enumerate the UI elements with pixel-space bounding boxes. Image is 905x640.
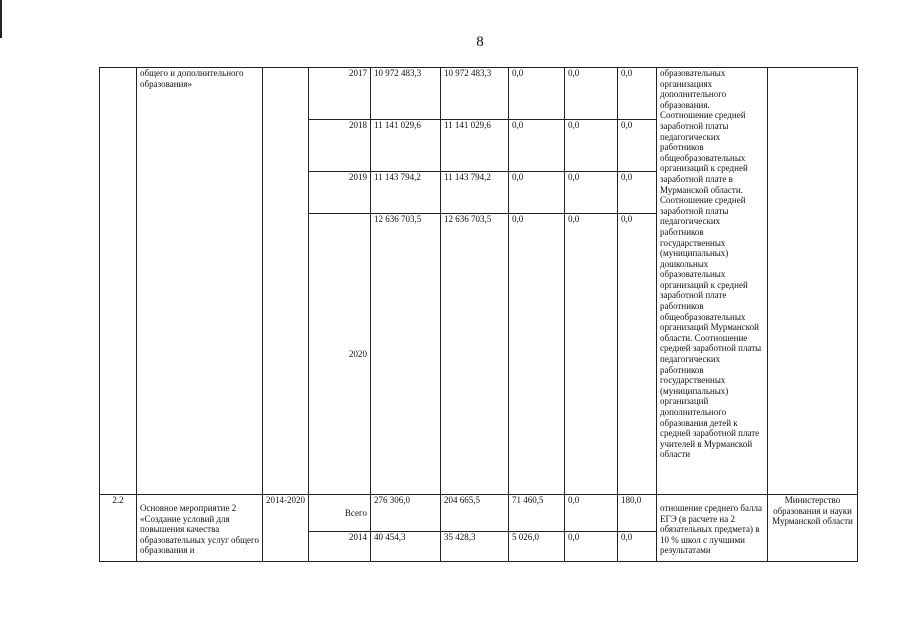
total-cell: 40 454,3 xyxy=(371,532,441,562)
table-row xyxy=(100,495,858,532)
local-cell: 0,0 xyxy=(565,120,618,172)
local-cell: 0,0 xyxy=(565,532,618,562)
other-cell: 0,0 xyxy=(618,120,657,172)
item-number-cell xyxy=(100,68,137,495)
table-row xyxy=(100,68,858,120)
period-cell xyxy=(263,68,309,495)
regional-cell: 204 665,5 xyxy=(441,495,509,532)
item-indicator: отношение среднего балла ЕГЭ (в расчете на 2 обязательных предмета) в 10 % школ с лучшими результатами xyxy=(657,495,768,562)
total-cell: 276 306,0 xyxy=(371,495,441,532)
continuation-indicator: образовательных организациях дополнительного образования. Соотношение средней заработной платы педагогических работников общеобразовательных организаций к средней заработной плате в Мурманской области. Соотношение средней заработной платы педагогических работников государственных (муниципальных) дошкольных образовательных организаций к средней заработной плате работников общеобразовательных организаций Мурманской области. Соотношение средней заработной платы педагогических работников государственных (муниципальных) организаций дополнительного образования детей к средней заработной плате учителей в Мурманской области xyxy=(657,68,768,495)
local-cell: 0,0 xyxy=(565,68,618,120)
year-cell: 2018 xyxy=(309,120,371,172)
page-number: 8 xyxy=(476,34,484,50)
total-cell: 12 636 703,5 xyxy=(371,214,441,495)
year-cell: 2019 xyxy=(309,172,371,214)
item-executor: Министерство образования и науки Мурманской области xyxy=(768,495,858,562)
local-cell: 0,0 xyxy=(565,214,618,495)
item-number-cell: 2.2 xyxy=(100,495,137,562)
total-cell: 11 141 029,6 xyxy=(371,120,441,172)
federal-cell: 0,0 xyxy=(509,120,565,172)
year-cell: 2017 xyxy=(309,68,371,120)
other-cell: 0,0 xyxy=(618,68,657,120)
other-cell: 0,0 xyxy=(618,214,657,495)
federal-cell: 71 460,5 xyxy=(509,495,565,532)
total-cell: 11 143 794,2 xyxy=(371,172,441,214)
year-cell: 2014 xyxy=(309,532,371,562)
continuation-executor xyxy=(768,68,858,495)
period-cell: 2014-2020 xyxy=(263,495,309,562)
local-cell: 0,0 xyxy=(565,172,618,214)
other-cell: 180,0 xyxy=(618,495,657,532)
federal-cell: 0,0 xyxy=(509,214,565,495)
federal-cell: 5 026,0 xyxy=(509,532,565,562)
continuation-title: общего и дополнительного образования» xyxy=(137,68,263,495)
other-cell: 0,0 xyxy=(618,172,657,214)
budget-table xyxy=(99,67,858,562)
federal-cell: 0,0 xyxy=(509,68,565,120)
regional-cell: 35 428,3 xyxy=(441,532,509,562)
regional-cell: 11 143 794,2 xyxy=(441,172,509,214)
other-cell: 0,0 xyxy=(618,532,657,562)
regional-cell: 11 141 029,6 xyxy=(441,120,509,172)
year-cell: Всего xyxy=(309,495,371,532)
federal-cell: 0,0 xyxy=(509,172,565,214)
regional-cell: 12 636 703,5 xyxy=(441,214,509,495)
local-cell: 0,0 xyxy=(565,495,618,532)
total-cell: 10 972 483,3 xyxy=(371,68,441,120)
scan-edge-mark xyxy=(0,0,2,38)
regional-cell: 10 972 483,3 xyxy=(441,68,509,120)
item-title: Основное мероприятие 2 «Создание условий для повышения качества образовательных услуг общего образования и xyxy=(137,495,263,562)
year-cell: 2020 xyxy=(309,214,371,495)
